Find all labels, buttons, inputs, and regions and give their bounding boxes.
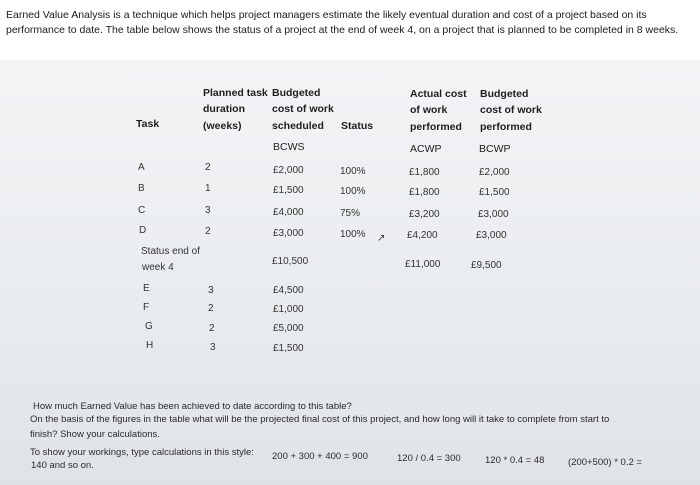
row-e-duration: 3 [208, 285, 214, 296]
row-b-bcws: £1,500 [273, 185, 304, 196]
header-bcwp-2: cost of work [480, 104, 542, 116]
header-bcwp-3: performed [480, 121, 532, 133]
row-a-acwp: £1,800 [409, 167, 440, 178]
row-d-status: 100% [340, 229, 366, 240]
header-bcws-3: scheduled [272, 120, 324, 132]
row-f-duration: 2 [208, 303, 214, 314]
row-d-bcws: £3,000 [273, 228, 304, 239]
row-c-acwp: £3,200 [409, 209, 440, 220]
question-3-line-2: 140 and so on. [31, 460, 94, 471]
row-a-task: A [138, 162, 145, 173]
row-c-task: C [138, 205, 146, 216]
header-planned-2: duration [203, 103, 245, 115]
example-divide: 120 / 0.4 = 300 [397, 453, 461, 464]
header-task: Task [136, 118, 160, 130]
row-d-bcwp: £3,000 [476, 230, 507, 241]
header-planned-1: Planned task [203, 87, 268, 99]
header-acwp-2: of work [410, 104, 448, 116]
example-multiply: 120 * 0.4 = 48 [485, 455, 545, 466]
header-acwp-3: performed [410, 121, 462, 133]
row-a-bcws: £2,000 [273, 165, 304, 176]
row-b-duration: 1 [205, 183, 211, 194]
row-c-duration: 3 [205, 205, 211, 216]
question-2-line-2: finish? Show your calculations. [30, 429, 160, 440]
cursor-arrow-icon: ↗ [377, 233, 386, 244]
header-status: Status [341, 120, 374, 132]
row-d-acwp: £4,200 [407, 230, 438, 241]
row-e-bcws: £4,500 [273, 285, 304, 296]
row-h-bcws: £1,500 [273, 343, 304, 354]
header-planned-3: (weeks) [203, 120, 242, 132]
row-e-task: E [143, 283, 150, 294]
row-b-bcwp: £1,500 [479, 187, 510, 198]
row-g-bcws: £5,000 [273, 323, 304, 334]
row-g-duration: 2 [209, 323, 215, 334]
row-c-bcws: £4,000 [273, 207, 304, 218]
header-acwp-1: Actual cost [410, 88, 467, 100]
row-c-bcwp: £3,000 [478, 209, 509, 220]
question-3-prefix: To show your workings, type calculations in this style: [30, 447, 254, 458]
row-a-bcwp: £2,000 [479, 167, 510, 178]
status-row-acwp: £11,000 [405, 259, 441, 270]
intro-paragraph: Earned Value Analysis is a technique which helps project managers estimate the likely eventual duration and cost of a project based on its performance to date. The table below shows the status of a project at the end of week 4, on a project that is planned to be completed in 8 weeks. [6, 9, 679, 36]
example-bracket: (200+500) * 0.2 = [568, 457, 642, 468]
row-b-acwp: £1,800 [409, 187, 440, 198]
header-acwp-abbr: ACWP [410, 143, 442, 155]
row-f-bcws: £1,000 [273, 304, 304, 315]
status-row-label-2: week 4 [142, 262, 174, 273]
status-row-label-1: Status end of [141, 246, 200, 257]
row-c-status: 75% [340, 208, 361, 219]
header-bcws-1: Budgeted [272, 87, 321, 99]
row-b-status: 100% [340, 186, 366, 197]
row-h-duration: 3 [210, 342, 216, 353]
header-bcws-abbr: BCWS [273, 141, 305, 153]
row-a-status: 100% [340, 166, 366, 177]
status-row-bcwp: £9,500 [471, 260, 502, 271]
row-f-task: F [143, 302, 150, 313]
row-d-task: D [139, 225, 147, 236]
question-1: How much Earned Value has been achieved to date according to this table? [33, 401, 352, 412]
row-g-task: G [145, 321, 153, 332]
header-bcwp-1: Budgeted [480, 88, 529, 100]
row-d-duration: 2 [205, 226, 211, 237]
header-bcws-2: cost of work [272, 103, 334, 115]
row-b-task: B [138, 183, 145, 194]
status-row-bcws: £10,500 [272, 256, 309, 267]
example-sum: 200 + 300 + 400 = 900 [272, 451, 368, 462]
question-2-line-1: On the basis of the figures in the table what will be the projected final cost of this project, and how long will it take to complete from start to [30, 414, 610, 425]
row-a-duration: 2 [205, 162, 211, 173]
header-bcwp-abbr: BCWP [479, 143, 511, 155]
row-h-task: H [146, 340, 154, 351]
